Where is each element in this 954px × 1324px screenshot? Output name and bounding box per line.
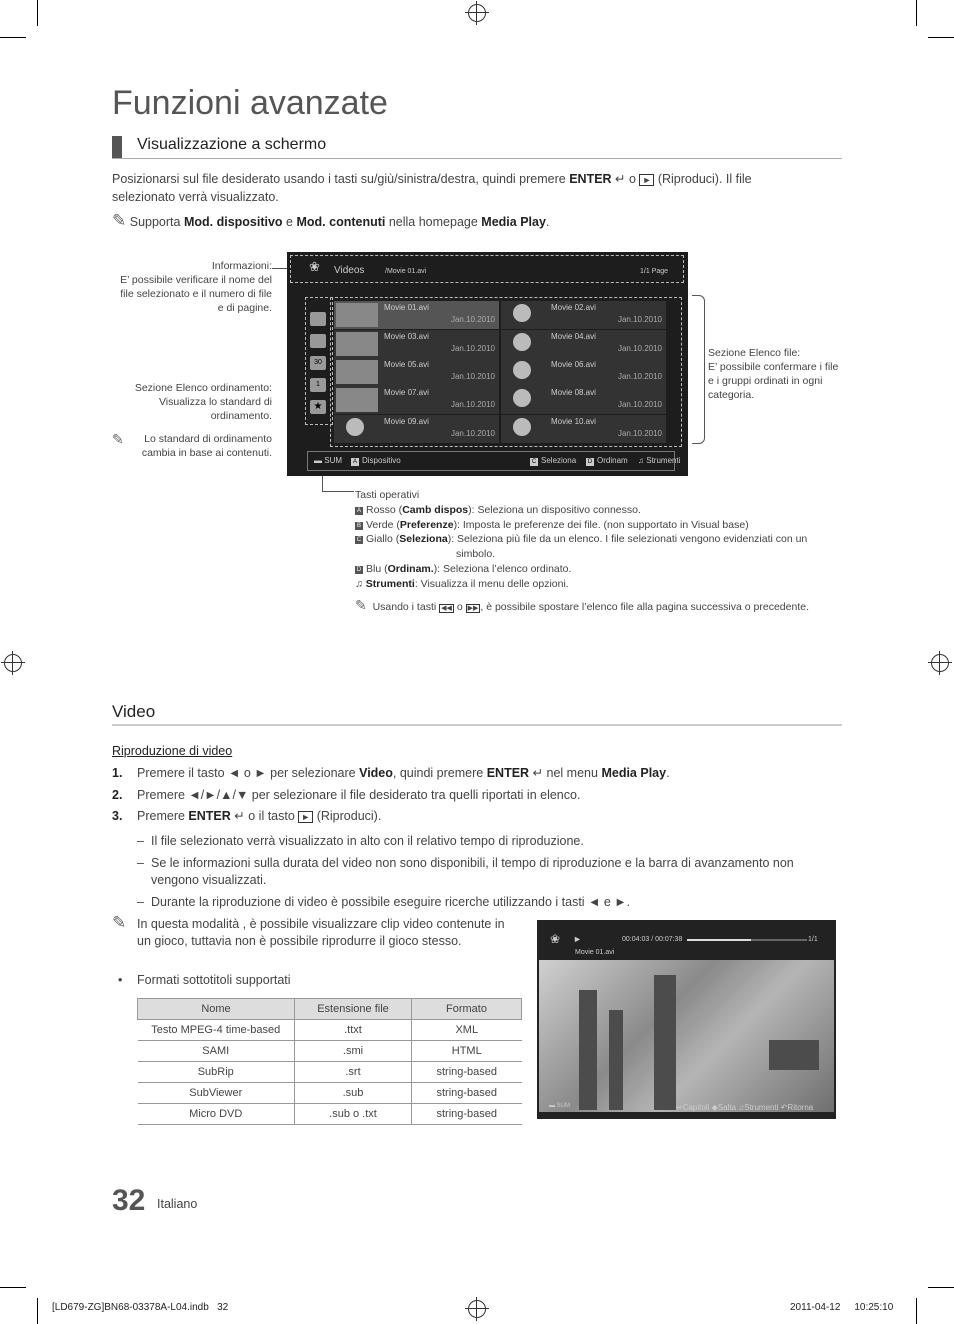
file-path: /Movie 01.avi	[385, 268, 427, 275]
note-dash-3: – Durante la riproduzione di video è possibile eseguire ricerche utilizzando i tasti ◄ e ►.	[137, 895, 631, 909]
crop-mark	[928, 1287, 954, 1288]
page-count: 1/1 Page	[640, 268, 669, 275]
footer-file: [LD679-ZG]BN68-03378A-L04.indb 32	[52, 1302, 229, 1313]
note-icon: ✎	[112, 913, 127, 932]
column-header: Nome	[138, 999, 295, 1020]
crop-mark	[916, 0, 917, 26]
return-button[interactable]: ↶Ritorna	[780, 1103, 814, 1112]
note-dash-2: – Se le informazioni sulla durata del video non sono disponibili, il tempo di riproduzione e la barra di avanzamento non vengono visualizzati.	[137, 856, 794, 887]
player-buttons	[676, 1103, 813, 1112]
operation-keys: Tasti operativi A Rosso (Camb dispos): Seleziona un dispositivo connesso. B Verde (Preferenze): Imposta le preferenze dei file. (non supportato in Visual base) C Giallo (Seleziona): Seleziona più file da un elenco. I file selezionati vengono evidenziati con un simbolo. D Blu (Ordinam.): Seleziona l’elenco ordinato. ♫ Strumenti: Visualizza il menu delle opzioni. ✎ Usando i tasti ◀◀ o ▶▶ , è possibile spostare l’elenco file alla pagina successiva o precedente.	[355, 489, 809, 613]
file-item[interactable]: Movie 02.avi Jan.10.2010	[501, 301, 666, 329]
enter-icon: ↵	[234, 809, 245, 823]
skip-button[interactable]: ◆Salta	[711, 1103, 737, 1112]
select-button[interactable]: C Seleziona	[531, 456, 577, 465]
progress-bar[interactable]	[687, 939, 807, 941]
file-count: 1/1	[808, 936, 818, 943]
media-play-note: ✎ Supporta Mod. dispositivo e Mod. contenuti nella homepage Media Play.	[112, 211, 550, 230]
sum-label: ▬ SUM	[314, 456, 343, 465]
section-marker	[112, 136, 122, 158]
section-divider	[112, 158, 842, 159]
play-icon: ►	[639, 174, 654, 186]
section-title: Visualizzazione a schermo	[137, 136, 327, 153]
callout-line	[322, 491, 354, 492]
registration-mark-icon	[468, 1300, 486, 1318]
rewind-icon: ◀◀	[441, 604, 452, 612]
device-button[interactable]: A Dispositivo	[352, 456, 401, 465]
enter-icon: ↵	[532, 766, 544, 780]
table-row: Testo MPEG-4 time-based .ttxt XML	[138, 1020, 522, 1041]
film-reel-icon	[513, 361, 531, 379]
video-frame	[539, 960, 834, 1112]
category-label: Videos	[334, 265, 365, 276]
calendar-icon[interactable]: 30	[310, 356, 326, 370]
progress-fill	[687, 939, 751, 941]
tools-button[interactable]: ♫ Strumenti	[638, 456, 681, 465]
callout-line	[322, 476, 323, 492]
giraffe-shape	[579, 990, 597, 1110]
giraffe-shape	[654, 975, 676, 1110]
table-row: SAMI .smi HTML	[138, 1041, 522, 1062]
video-thumbnail	[336, 332, 378, 356]
image-icon[interactable]	[310, 334, 326, 348]
crop-mark	[0, 1287, 26, 1288]
giraffe-shape	[769, 1040, 819, 1070]
file-item[interactable]: Movie 09.avi Jan.10.2010	[334, 415, 499, 443]
play-icon: ►	[573, 934, 582, 944]
file-item[interactable]: Movie 08.avi Jan.10.2010	[501, 386, 666, 414]
table-row: SubViewer .sub string-based	[138, 1083, 522, 1104]
file-item[interactable]: Movie 01.avi Jan.10.2010	[334, 301, 499, 329]
star-icon[interactable]: ★	[310, 400, 326, 414]
subtitle-formats-table	[137, 998, 522, 1125]
info-callout: Informazioni: E’ possibile verificare il nome del file selezionato e il numero di file e di pagine.	[120, 260, 272, 314]
file-list-callout: Sezione Elenco file: E’ possibile confermare i file e i gruppi ordinati in ogni categoria.	[708, 347, 839, 401]
column-header: Formato	[412, 999, 522, 1020]
sort-callout: Sezione Elenco ordinamento: Visualizza lo standard di ordinamento.	[134, 382, 272, 422]
video-player-screen	[537, 920, 836, 1119]
film-reel-icon	[513, 418, 531, 436]
sum-label: ▬ SUM	[549, 1103, 571, 1109]
sort-list	[305, 297, 333, 425]
play-time: 00:04:03 / 00:07:38	[622, 936, 683, 943]
file-list	[330, 297, 682, 447]
table-header	[138, 999, 522, 1020]
crop-mark	[37, 0, 38, 26]
page-number: 32	[112, 1184, 146, 1217]
file-name: Movie 01.avi	[575, 949, 615, 956]
tools-icon: ♫	[355, 577, 363, 590]
crop-mark	[916, 1298, 917, 1324]
video-thumbnail	[336, 303, 378, 327]
tools-button[interactable]: ♫Strumenti	[738, 1103, 779, 1112]
registration-mark-icon	[468, 4, 486, 22]
video-thumbnail	[336, 388, 378, 412]
file-item[interactable]: Movie 06.avi Jan.10.2010	[501, 358, 666, 386]
chapters-button[interactable]: ↵Capitoli	[676, 1103, 710, 1112]
note-dash-1: – Il file selezionato verrà visualizzato in alto con il relativo tempo di riproduzione.	[137, 834, 584, 848]
film-reel-icon	[513, 304, 531, 322]
sort-button[interactable]: D Ordinam	[587, 456, 628, 465]
film-reel-icon	[346, 418, 364, 436]
intro-paragraph: Posizionarsi sul file desiderato usando i tasti su/giù/sinistra/destra, quindi premere ENTER ↵ o ► (Riproduci). Il file selezionato verrà visualizzato.	[112, 172, 752, 204]
media-play-screen	[287, 252, 688, 476]
fast-forward-icon: ▶▶	[467, 604, 479, 612]
film-reel-icon: ❀	[550, 932, 561, 946]
crop-mark	[0, 37, 26, 38]
note-icon: ✎	[355, 596, 367, 613]
video-thumbnail	[336, 360, 378, 384]
subtitle-formats-bullet: • Formati sottotitoli supportati	[118, 973, 291, 987]
note-icon: ✎	[112, 211, 127, 230]
step-1: 1. Premere il tasto ◄ o ► per selezionare Video, quindi premere ENTER ↵ nel menu Media Play.	[112, 766, 670, 780]
file-item[interactable]: Movie 05.avi Jan.10.2010	[334, 358, 499, 386]
sort-note-callout: ✎ Lo standard di ordinamento cambia in base ai contenuti.	[112, 431, 272, 459]
play-icon: ►	[298, 811, 313, 823]
video-section-title: Video	[112, 702, 156, 721]
column-header: Estensione file	[295, 999, 412, 1020]
enter-icon: ↵	[611, 172, 629, 186]
table-row: SubRip .srt string-based	[138, 1062, 522, 1083]
tools-icon: ♫	[638, 456, 644, 465]
file-item[interactable]: Movie 07.avi Jan.10.2010	[334, 386, 499, 414]
table-row: Micro DVD .sub o .txt string-based	[138, 1104, 522, 1125]
crop-mark	[37, 1298, 38, 1324]
step-2: 2. Premere ◄/►/▲/▼ per selezionare il file desiderato tra quelli riportati in elenco.	[112, 788, 581, 802]
giraffe-shape	[609, 1010, 623, 1110]
film-reel-icon: ❀	[309, 259, 320, 274]
language-label: Italiano	[157, 1197, 198, 1211]
file-list-bracket	[692, 295, 705, 444]
operation-bar	[307, 451, 681, 471]
playback-subtitle: Riproduzione di video	[112, 744, 233, 758]
footer-timestamp: 2011-04-12 10:25:10	[790, 1302, 894, 1313]
registration-mark-icon	[4, 654, 22, 672]
number-icon[interactable]: 1	[310, 378, 326, 392]
step-3: 3. Premere ENTER ↵ o il tasto ► (Riproduci).	[112, 809, 382, 823]
folder-icon[interactable]	[310, 312, 326, 326]
film-reel-icon	[513, 333, 531, 351]
file-item[interactable]: Movie 04.avi Jan.10.2010	[501, 330, 666, 358]
registration-mark-icon	[931, 654, 949, 672]
section-divider	[112, 724, 842, 726]
film-reel-icon	[513, 389, 531, 407]
page-title: Funzioni avanzate	[112, 84, 388, 122]
note-icon: ✎	[112, 431, 124, 447]
file-item[interactable]: Movie 10.avi Jan.10.2010	[501, 415, 666, 443]
crop-mark	[928, 37, 954, 38]
file-item[interactable]: Movie 03.avi Jan.10.2010	[334, 330, 499, 358]
